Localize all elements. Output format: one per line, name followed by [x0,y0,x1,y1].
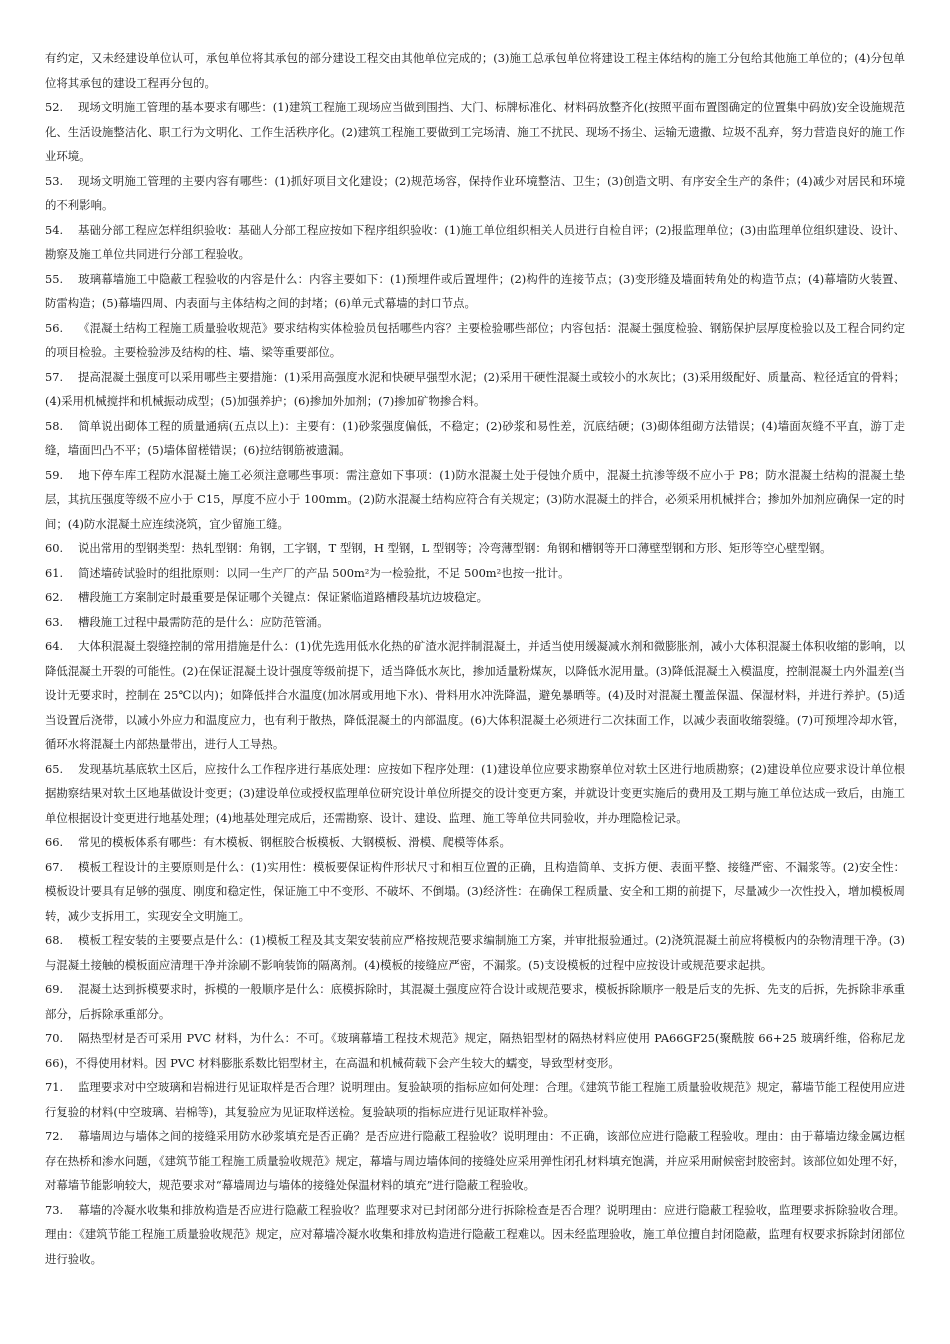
list-item [45,414,905,463]
item-number: 70. [45,1031,64,1045]
item-text: 简述墙砖试验时的组批原则：以同一生产厂的产品 500m²为一检验批，不足 500m²也按一批计。 [78,565,570,580]
item-number: 56. [45,320,64,335]
item-number: 71. [45,1080,64,1094]
item-number: 66. [45,835,64,849]
item-text: 《混凝土结构工程施工质量验收规范》要求结构实体检验员包括哪些内容？主要检验哪些部位；内容包括：混凝土强度检验、钢筋保护层厚度检验以及工程合同约定的项目检验。主要检验涉及结构的柱、墙、梁等重要部位。 [45,320,905,359]
item-text: 基础分部工程应怎样组织验收：基础人分部工程应按如下程序组织验收：(1)施工单位组织相关人员进行自检自评；(2)报监理单位；(3)由监理单位组织建设、设计、勘察及施工单位共同进行分部工程验收。 [45,222,905,261]
list-item [45,1124,905,1198]
item-number: 60. [45,541,64,555]
item-text: 幕墙的冷凝水收集和排放构造是否应进行隐蔽工程验收？监理要求对已封闭部分进行拆除检查是否合理？说明理由：应进行隐蔽工程验收，监理要求拆除验收合理。理由：《建筑节能工程施工质量验收规范》规定，应对幕墙冷凝水收集和排放构造进行隐蔽工程难以。因未经监理验收，施工单位擅自封闭隐蔽，监理有权要求拆除封闭部位进行验收。 [45,1202,905,1266]
item-text: 提高混凝土强度可以采用哪些主要措施：(1)采用高强度水泥和快硬早强型水泥；(2)采用干硬性混凝土或较小的水灰比；(3)采用级配好、质量高、粒径适宜的骨料；(4)采用机械搅拌和机械振动成型；(5)加强养护；(6)掺加外加剂；(7)掺加矿物掺合料。 [45,369,905,408]
list-item [45,1198,905,1272]
item-text: 大体积混凝土裂缝控制的常用措施是什么：(1)优先选用低水化热的矿渣水泥拌制混凝土，并适当使用缓凝减水剂和微膨胀剂，减小大体积混凝土体积收缩的影响，以降低混凝土开裂的可能性。(2)在保证混凝土设计强度等级前提下，适当降低水灰比，掺加适量粉煤灰，以降低水泥用量。(3)降低混凝土入模温度，控制混凝土内外温差(当设计无要求时，控制在 25℃以内)；如降低拌合水温度(加冰屑或用地下水)、骨料用水冲洗降温，避免暴晒等。(4)及时对混凝土覆盖保温、保湿材料，并进行养护。(5)适当设置后浇带，以减小外应力和温度应力，也有利于散热，降低混凝土的内部温度。(6)大体积混凝土必须进行二次抹面工作，以减少表面收缩裂缝。(7)可预埋冷却水管，循环水将混凝土内部热量带出，进行人工导热。 [45,639,905,751]
item-number: 53. [45,173,64,188]
item-text: 槽段施工方案制定时最重要是保证哪个关键点：保证紧临道路槽段基坑边坡稳定。 [78,590,489,604]
list-item [45,928,905,977]
item-number: 67. [45,859,64,874]
list-item [45,365,905,414]
item-number: 65. [45,761,64,776]
item-text: 发现基坑基底软土区后，应按什么工作程序进行基底处理：应按如下程序处理：(1)建设单位应要求勘察单位对软土区进行地质勘察；(2)建设单位应要求设计单位根据勘察结果对软土区地基做设计变更；(3)建设单位或授权监理单位研究设计单位所提交的设计变更方案，并就设计变更实施后的费用及工期与施工单位达成一致后，由施工单位根据设计变更进行地基处理；(4)地基处理完成后，还需勘察、设计、建设、监理、施工等单位共同验收，并办理隐检记录。 [45,761,905,825]
item-text: 模板工程设计的主要原则是什么：(1)实用性：模板要保证构件形状尺寸和相互位置的正确，且构造简单、支拆方便、表面平整、接缝严密、不漏浆等。(2)安全性：模板设计要具有足够的强度、刚度和稳定性，保证施工中不变形、不破坏、不倒塌。(3)经济性：在确保工程质量、安全和工期的前提下，尽量减少一次性投入，增加模板周转，减少支拆用工，实现安全文明施工。 [45,859,905,923]
item-number: 73. [45,1202,64,1217]
item-text: 说出常用的型钢类型：热轧型钢：角钢，工字钢，T 型钢，H 型钢，L 型钢等；冷弯薄型钢：角钢和槽钢等开口薄壁型钢和方形、矩形等空心壁型钢。 [78,541,832,555]
list-item [45,169,905,218]
item-text: 混凝土达到拆模要求时，拆模的一般顺序是什么：底模拆除时，其混凝土强度应符合设计或规范要求，模板拆除顺序一般是后支的先拆、先支的后拆，先拆除非承重部分，后拆除承重部分。 [45,982,905,1021]
list-item [45,830,905,855]
list-item [45,536,905,561]
list-item [45,1075,905,1124]
list-item [45,855,905,929]
list-item [45,757,905,831]
item-number: 68. [45,933,64,947]
item-text: 地下停车库工程防水混凝土施工必须注意哪些事项：需注意如下事项：(1)防水混凝土处于侵蚀介质中，混凝土抗渗等级不应小于 P8；防水混凝土结构的混凝土垫层，其抗压强度等级不应小于 C15，厚度不应小于 100mm。(2)防水混凝土结构应符合有关规定；(3)防水混凝土的拌合，必须采用机械拌合；掺加外加剂应确保一定的时间；(4)防水混凝土应连续浇筑，宜少留施工缝。 [45,467,905,531]
list-item [45,610,905,635]
intro-paragraph: 有约定，又未经建设单位认可，承包单位将其承包的部分建设工程交由其他单位完成的；(3)施工总承包单位将建设工程主体结构的施工分包给其他施工单位的；(4)分包单位将其承包的建设工程再分包的。 [45,51,905,90]
document-page [45,46,905,1271]
item-number: 57. [45,369,64,384]
item-number: 59. [45,467,64,482]
item-number: 69. [45,982,64,996]
list-item [45,634,905,757]
list-item [45,561,905,586]
item-text: 幕墙周边与墙体之间的接缝采用防水砂浆填充是否正确？是否应进行隐蔽工程验收？说明理由：不正确，该部位应进行隐蔽工程验收。理由：由于幕墙边缘金属边框存在热桥和渗水问题，《建筑节能工程施工质量验收规范》规定，幕墙与周边墙体间的接缝处应采用弹性闭孔材料填充饱满，并应采用耐候密封胶密封。该部位如处理不好，对幕墙节能影响较大，规范要求对“幕墙周边与墙体的接缝处保温材料的填充”进行隐蔽工程验收。 [45,1129,905,1192]
list-item [45,316,905,365]
list-item [45,463,905,537]
item-number: 62. [45,590,64,604]
question-list [45,95,905,1271]
list-item [45,218,905,267]
item-text: 现场文明施工管理的基本要求有哪些：(1)建筑工程施工现场应当做到围挡、大门、标牌标准化、材料码放整齐化(按照平面布置图确定的位置集中码放)安全设施规范化、生活设施整洁化、职工行为文明化、工作生活秩序化。(2)建筑工程施工要做到工完场清、施工不扰民、现场不扬尘、运输无遗撒、垃圾不乱弃，努力营造良好的施工作业环境。 [45,100,905,163]
item-text: 常见的模板体系有哪些：有木模板、钢框胶合板模板、大钢模板、滑模、爬模等体系。 [78,835,511,849]
item-number: 61. [45,565,64,580]
item-text: 简单说出砌体工程的质量通病(五点以上)：主要有：(1)砂浆强度偏低，不稳定；(2)砂浆和易性差，沉底结硬；(3)砌体组砌方法错误；(4)墙面灰缝不平直，游丁走缝，墙面凹凸不平；(5)墙体留槎错误；(6)拉结钢筋被遗漏。 [45,418,905,457]
item-text: 现场文明施工管理的主要内容有哪些：(1)抓好项目文化建设；(2)规范场容，保持作业环境整洁、卫生；(3)创造文明、有序安全生产的条件；(4)减少对居民和环境的不利影响。 [45,173,905,212]
item-text: 槽段施工过程中最需防范的是什么：应防范管涌。 [78,614,329,629]
list-item [45,977,905,1026]
item-number: 54. [45,222,64,237]
item-number: 63. [45,614,64,629]
list-item [45,585,905,610]
list-item [45,1026,905,1075]
item-number: 72. [45,1129,64,1143]
item-text: 隔热型材是否可采用 PVC 材料，为什么：不可。《玻璃幕墙工程技术规范》规定，隔热铝型材的隔热材料应使用 PA66GF25(聚酰胺 66+25 玻璃纤维，俗称尼龙 66)，不得使用材料。因 PVC 材料膨胀系数比铝型材主，在高温和机械荷载下会产生较大的蠕变，导致型材变形。 [45,1031,905,1070]
item-number: 64. [45,639,64,653]
list-item [45,95,905,169]
list-item [45,267,905,316]
item-text: 监理要求对中空玻璃和岩棉进行见证取样是否合理？说明理由。复验缺项的指标应如何处理：合理。《建筑节能工程施工质量验收规范》规定，幕墙节能工程使用应进行复验的材料(中空玻璃、岩棉等)，其复验应为见证取样送检。复验缺项的指标应进行见证取样补验。 [45,1080,905,1119]
item-text: 模板工程安装的主要要点是什么：(1)模板工程及其支架安装前应严格按规范要求编制施工方案，并审批报验通过。(2)浇筑混凝土前应将模板内的杂物清理干净。(3)与混凝土接触的模板面应清理干净并涂刷不影响装饰的隔离剂。(4)模板的接缝应严密，不漏浆。(5)支设模板的过程中应按设计或规范要求起拱。 [45,933,905,972]
item-text: 玻璃幕墙施工中隐蔽工程验收的内容是什么：内容主要如下：(1)预埋件或后置埋件；(2)构件的连接节点；(3)变形缝及墙面转角处的构造节点；(4)幕墙防火装置、防雷构造；(5)幕墙四周、内表面与主体结构之间的封堵；(6)单元式幕墙的封口节点。 [45,271,905,310]
item-number: 55. [45,271,64,286]
item-number: 52. [45,100,64,114]
item-number: 58. [45,418,64,433]
